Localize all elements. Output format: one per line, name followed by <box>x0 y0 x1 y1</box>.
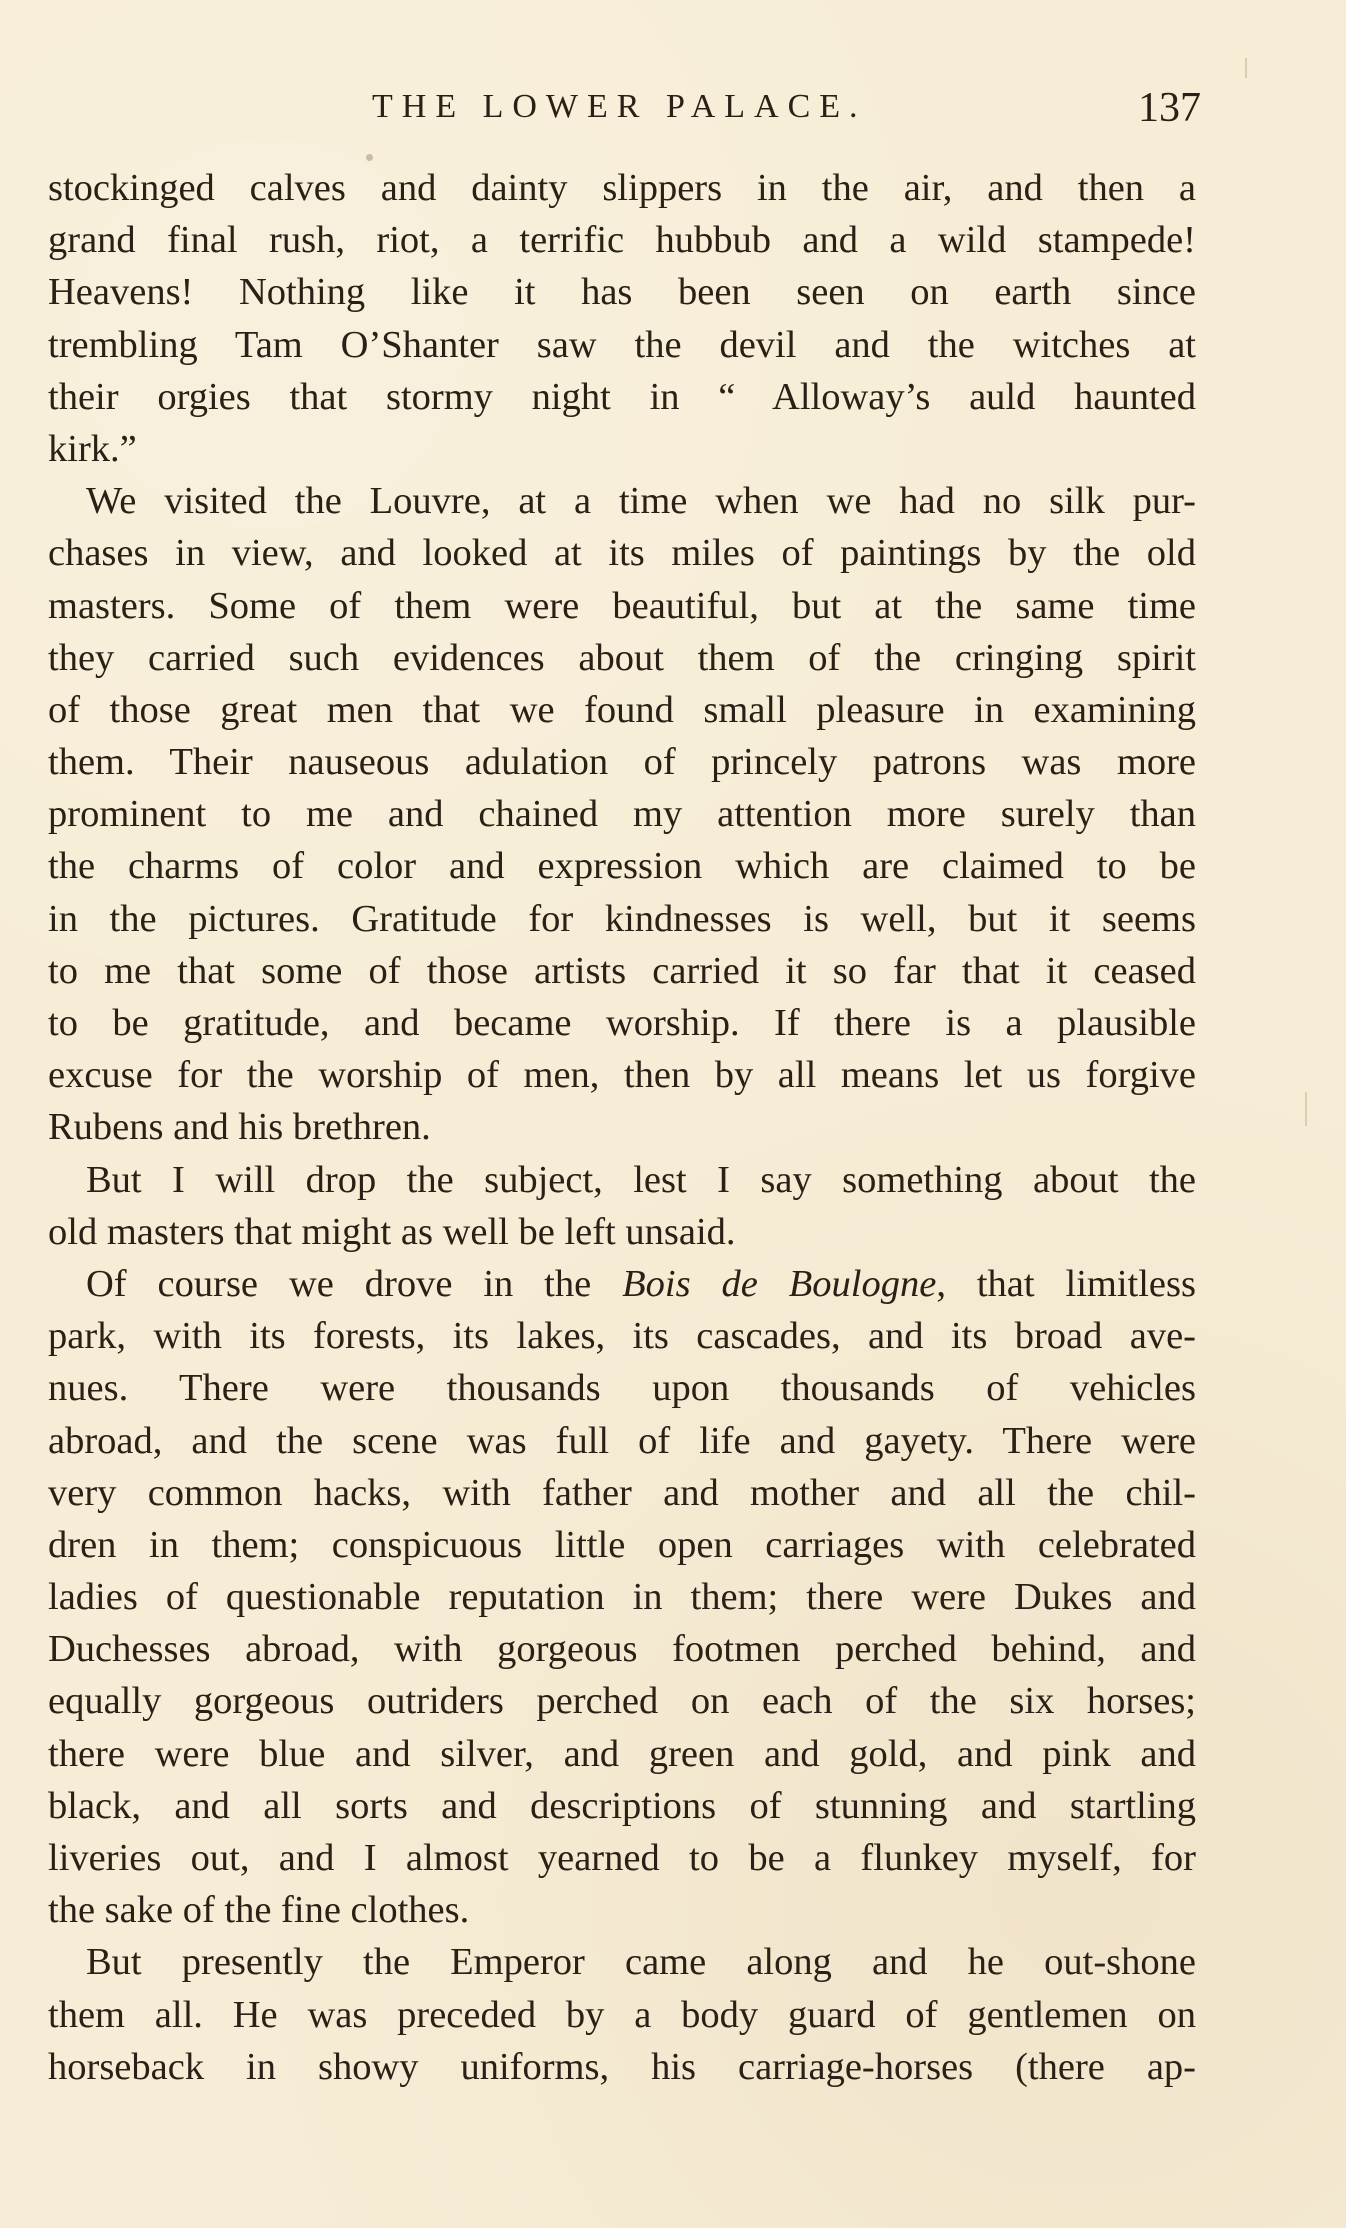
text-segment: Of course we drove in the <box>86 1262 623 1305</box>
paper-mark <box>1305 1092 1307 1126</box>
ink-speck <box>366 154 373 161</box>
paper-mark <box>1245 58 1247 78</box>
text-line <box>48 1258 1196 1310</box>
text-line: excuse for the worship of men, then by all means let us forgive <box>48 1054 1196 1097</box>
text-line: Duchesses abroad, with gorgeous footmen perched behind, and <box>48 1628 1196 1671</box>
text-line: kirk.” <box>48 427 137 470</box>
text-line: dren in them; conspicuous little open carriages with celebrated <box>48 1523 1196 1566</box>
italic-place-name: Bois de Boulogne <box>622 1262 937 1305</box>
text-line: to me that some of those artists carried it so far that it ceased <box>48 949 1196 992</box>
text-line: in the pictures. Gratitude for kindnesses is well, but it seems <box>48 897 1196 940</box>
text-line: masters. Some of them were beautiful, but at the same time <box>48 584 1196 627</box>
text-line: chases in view, and looked at its miles of paintings by the old <box>48 532 1196 575</box>
text-line: trembling Tam O’Shanter saw the devil and the witches at <box>48 323 1196 366</box>
text-line: of those great men that we found small pleasure in examining <box>48 688 1196 731</box>
text-line: horseback in showy uniforms, his carriage-horses (there ap- <box>48 2045 1196 2088</box>
text-line: park, with its forests, its lakes, its cascades, and its broad ave- <box>48 1315 1196 1358</box>
text-line: black, and all sorts and descriptions of stunning and startling <box>48 1784 1196 1827</box>
text-line: there were blue and silver, and green and gold, and pink and <box>48 1732 1196 1775</box>
text-line: Heavens! Nothing like it has been seen on earth since <box>48 271 1196 314</box>
text-line: But I will drop the subject, lest I say something about the <box>86 1158 1196 1201</box>
body-text <box>48 162 1196 2093</box>
text-line: abroad, and the scene was full of life and gayety. There were <box>48 1419 1196 1462</box>
text-line: nues. There were thousands upon thousands of vehicles <box>48 1367 1196 1410</box>
text-line: stockinged calves and dainty slippers in the air, and then a <box>48 167 1196 209</box>
text-line: very common hacks, with father and mother and all the chil- <box>48 1471 1196 1514</box>
running-title: THE LOWER PALACE. <box>372 88 867 125</box>
text-line: the charms of color and expression which are claimed to be <box>48 845 1196 888</box>
text-line: equally gorgeous outriders perched on each of the six horses; <box>48 1680 1196 1723</box>
text-line: prominent to me and chained my attention more surely than <box>48 793 1196 836</box>
text-line: liveries out, and I almost yearned to be a flunkey myself, for <box>48 1837 1196 1879</box>
text-line: We visited the Louvre, at a time when we had no silk pur- <box>86 480 1196 523</box>
text-line: the sake of the fine clothes. <box>48 1889 470 1932</box>
text-line: But presently the Emperor came along and he out-shone <box>86 1941 1196 1984</box>
text-line: ladies of questionable reputation in them; there were Dukes and <box>48 1576 1196 1619</box>
text-line: Rubens and his brethren. <box>48 1106 431 1149</box>
page-number: 137 <box>1138 85 1201 131</box>
text-segment: , that limitless <box>936 1262 1196 1305</box>
text-line: them. Their nauseous adulation of princely patrons was more <box>48 741 1196 784</box>
text-line: their orgies that stormy night in “ Alloway’s auld haunted <box>48 375 1196 418</box>
text-line: they carried such evidences about them of the cringing spirit <box>48 636 1196 679</box>
text-line: them all. He was preceded by a body guard of gentlemen on <box>48 1993 1196 2036</box>
text-line: grand final rush, riot, a terrific hubbub and a wild stampede! <box>48 219 1196 262</box>
text-line: to be gratitude, and became worship. If there is a plausible <box>48 1002 1196 1044</box>
text-line: old masters that might as well be left unsaid. <box>48 1210 736 1253</box>
